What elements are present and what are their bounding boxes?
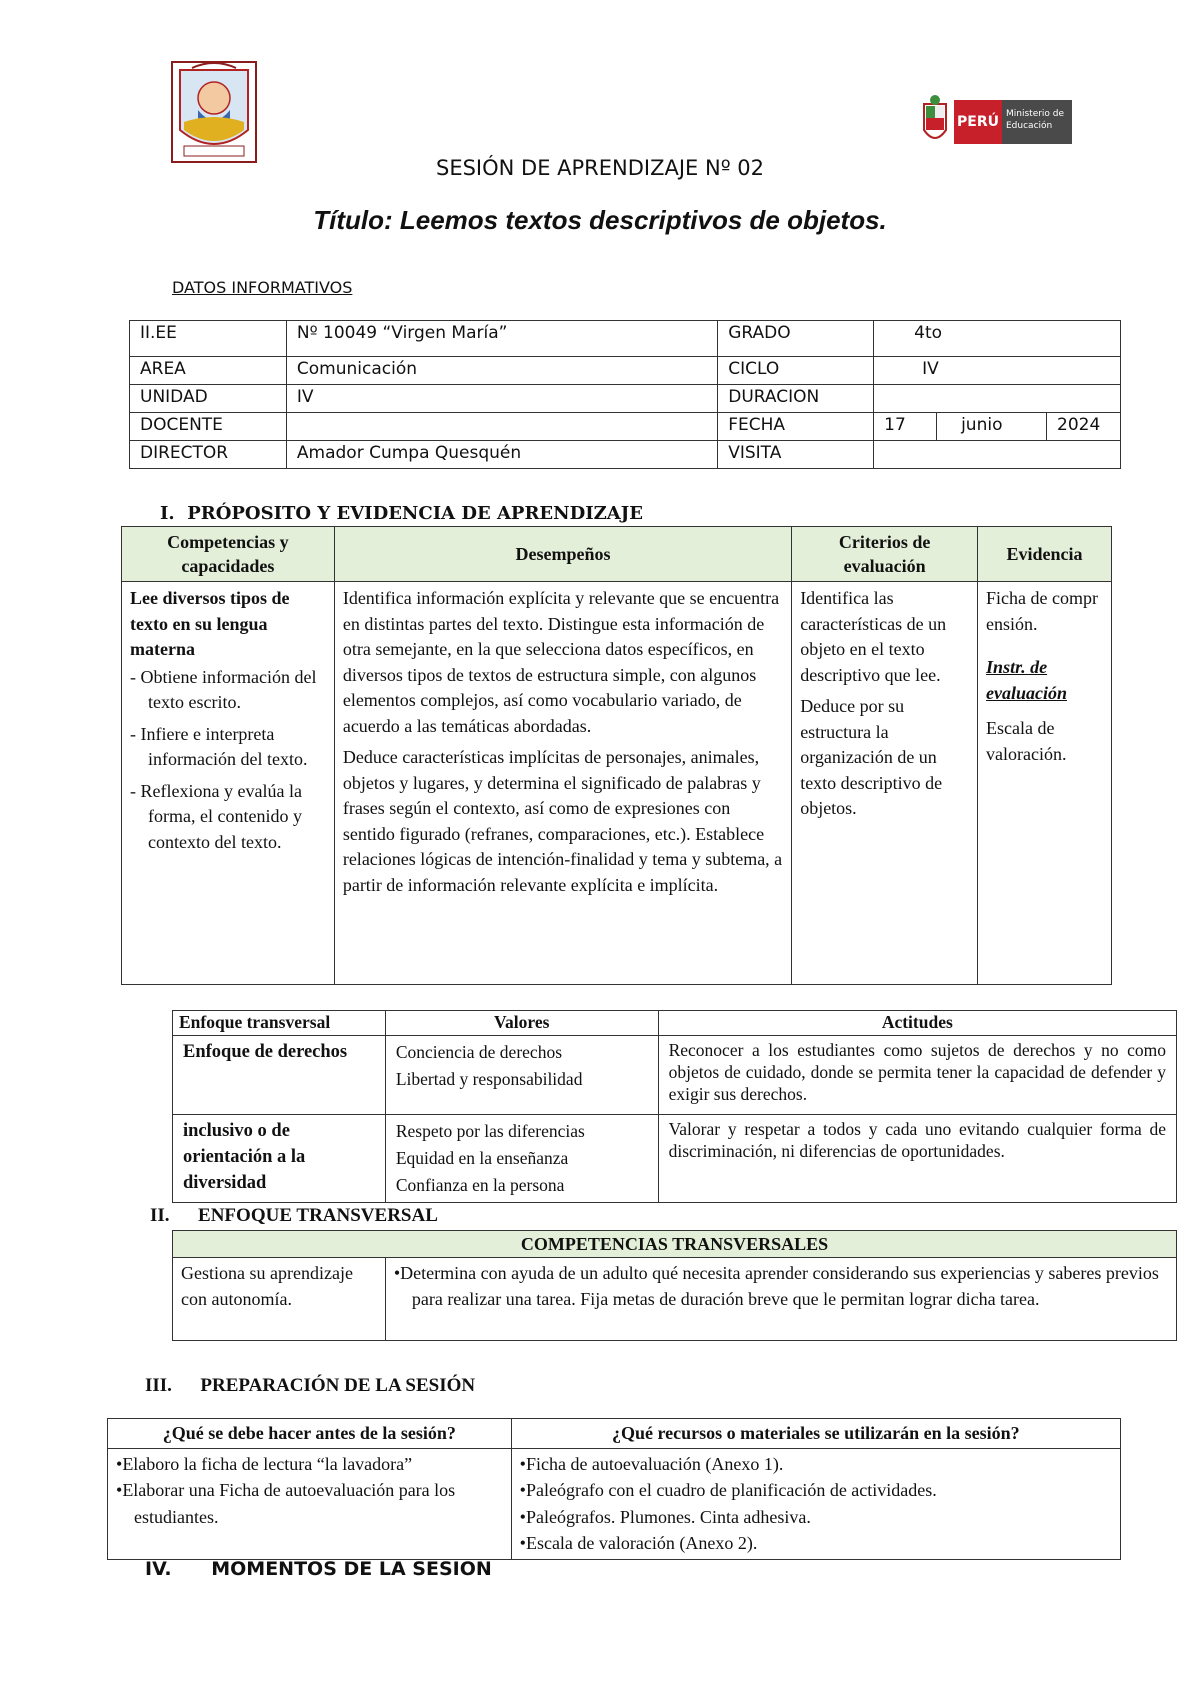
enfoque-name: Enfoque de derechos [173, 1036, 386, 1115]
visita-label: VISITA [718, 441, 874, 469]
table-header-row [173, 1231, 1177, 1258]
column-header: ¿Qué recursos o materiales se utilizarán en la sesión? [511, 1419, 1120, 1449]
competencia-text: Gestiona su aprendizaje con autonomía. [173, 1258, 386, 1341]
duracion-label: DURACION [718, 385, 874, 413]
table-row [130, 385, 1121, 413]
director-label: DIRECTOR [130, 441, 287, 469]
peru-shield-icon [920, 94, 950, 150]
competencia-title: Lee diversos tipos de texto en su lengua materna [130, 588, 290, 659]
table-row [130, 357, 1121, 385]
column-header: Enfoque transversal [173, 1011, 386, 1036]
enfoque-transversal-table [172, 1010, 1177, 1203]
ciclo-label: CICLO [718, 357, 874, 385]
list-item: - Reflexiona y evalúa la forma, el contenido y contexto del texto. [130, 779, 326, 856]
section-4-title: IV. MOMENTOS DE LA SESION [145, 1558, 492, 1580]
ciclo-value: IV [874, 357, 1121, 385]
table-row [173, 1115, 1177, 1203]
competencias-transversales-table [172, 1230, 1177, 1341]
valor-item: Libertad y responsabilidad [395, 1069, 583, 1089]
fecha-year: 2024 [1047, 413, 1121, 441]
actitud-text: Valorar y respetar a todos y cada uno evitando cualquier forma de discriminación, ni diferencias de oportunidades. [658, 1115, 1176, 1203]
list-item: • Elaboro la ficha de lectura “la lavadora” [116, 1451, 503, 1478]
list-item: • Ficha de autoevaluación (Anexo 1). [520, 1451, 1112, 1478]
fecha-day: 17 [874, 413, 937, 441]
unidad-value: IV [286, 385, 717, 413]
column-header: COMPETENCIAS TRANSVERSALES [173, 1231, 1177, 1258]
section-2-title: II. ENFOQUE TRANSVERSAL [150, 1205, 438, 1226]
valor-item: Confianza en la persona [395, 1175, 565, 1195]
list-item: • Escala de valoración (Anexo 2). [520, 1530, 1112, 1557]
actitud-text: Reconocer a los estudiantes como sujetos de derechos y no como objetos de cuidado, donde se permita tener la capacidad de defender y exigir sus derechos. [658, 1036, 1176, 1115]
table-header-row [173, 1011, 1177, 1036]
list-item: - Obtiene información del texto escrito. [130, 665, 326, 716]
preparacion-table [107, 1418, 1121, 1560]
iiee-label: II.EE [130, 321, 287, 357]
valor-item: Conciencia de derechos [395, 1042, 563, 1062]
visita-value [874, 441, 1121, 469]
desempeno-text: Identifica información explícita y relevante que se encuentra en distintas partes del texto. Distingue esta información de otra semejante, en la que selecciona datos específicos, en diversos tipos de textos de estructura simple, con algunos elementos complejos, así como vocabulario variado, de acuerdo a las temáticas abordadas. [342, 588, 780, 736]
evidencia-text: Ficha de comprensión. [986, 588, 1099, 634]
unidad-label: UNIDAD [130, 385, 287, 413]
fecha-label: FECHA [718, 413, 874, 441]
area-value: Comunicación [286, 357, 717, 385]
session-title: SESIÓN DE APRENDIZAJE Nº 02 [435, 156, 764, 180]
desempeno-text: Deduce características implícitas de personajes, animales, objetos y lugares, y determina el significado de palabras y frases según el contexto, así como de expresiones con sentido figurado (refranes, comparaciones, etc.). Establece relaciones lógicas de intención-finalidad y tema y subtema, a partir de información relevante explícita e implícita. [342, 747, 783, 895]
table-row [173, 1258, 1177, 1341]
fecha-month: junio [937, 413, 1047, 441]
school-crest-logo [170, 60, 258, 164]
document-title: Título: Leemos textos descriptivos de objetos. [313, 205, 887, 235]
area-label: AREA [130, 357, 287, 385]
table-header-row [122, 527, 1112, 582]
list-item: • Elaborar una Ficha de autoevaluación para los estudiantes. [116, 1477, 503, 1530]
table-row [130, 413, 1121, 441]
table-row [173, 1036, 1177, 1115]
capacidades-list [130, 665, 326, 856]
datos-informativos-label: DATOS INFORMATIVOS [172, 278, 353, 297]
column-header: Criterios de evaluación [792, 527, 978, 582]
grado-label: GRADO [718, 321, 874, 357]
list-item: • Paleógrafos. Plumones. Cinta adhesiva. [520, 1504, 1112, 1531]
instrumento-value: Escala de valoración. [986, 718, 1067, 764]
list-item: • Determina con ayuda de un adulto qué necesita aprender considerando sus experiencias y saberes previos para realizar una tarea. Fija metas de duración breve que le permitan lograr dicha tarea. [394, 1260, 1168, 1312]
column-header: Desempeños [334, 527, 791, 582]
valor-item: Equidad en la enseñanza [395, 1148, 569, 1168]
column-header: Valores [385, 1011, 658, 1036]
column-header: ¿Qué se debe hacer antes de la sesión? [108, 1419, 512, 1449]
instrumento-label: Instr. de evaluación [986, 657, 1068, 703]
ministry-name-block: Ministerio de Educación [1002, 100, 1072, 144]
peru-brand-block: PERÚ [954, 100, 1002, 144]
table-header-row [108, 1419, 1121, 1449]
docente-label: DOCENTE [130, 413, 287, 441]
section-1-title: I. PRÓPOSITO Y EVIDENCIA DE APRENDIZAJE [160, 503, 643, 524]
enfoque-name: inclusivo o de orientación a la diversidad [173, 1115, 386, 1203]
docente-value [286, 413, 717, 441]
duracion-value [874, 385, 1121, 413]
section-3-title: III. PREPARACIÓN DE LA SESIÓN [145, 1375, 476, 1396]
table-row [108, 1448, 1121, 1559]
column-header: Competencias y capacidades [122, 527, 335, 582]
table-row [130, 321, 1121, 357]
table-row [122, 582, 1112, 985]
ministry-logo [920, 92, 1080, 150]
grado-value: 4to [874, 321, 1121, 357]
criterio-text: Deduce por su estructura la organización de un texto descriptivo de objetos. [800, 696, 943, 818]
info-table [129, 320, 1121, 469]
list-item: • Paleógrafo con el cuadro de planificación de actividades. [520, 1477, 1112, 1504]
list-item: - Infiere e interpreta información del texto. [130, 722, 326, 773]
valor-item: Respeto por las diferencias [395, 1121, 585, 1141]
column-header: Evidencia [978, 527, 1112, 582]
proposito-table [121, 526, 1112, 985]
table-row [130, 441, 1121, 469]
director-value: Amador Cumpa Quesquén [286, 441, 717, 469]
iiee-value: Nº 10049 “Virgen María” [286, 321, 717, 357]
column-header: Actitudes [658, 1011, 1176, 1036]
criterio-text: Identifica las características de un objeto en el texto descriptivo que lee. [800, 588, 947, 685]
